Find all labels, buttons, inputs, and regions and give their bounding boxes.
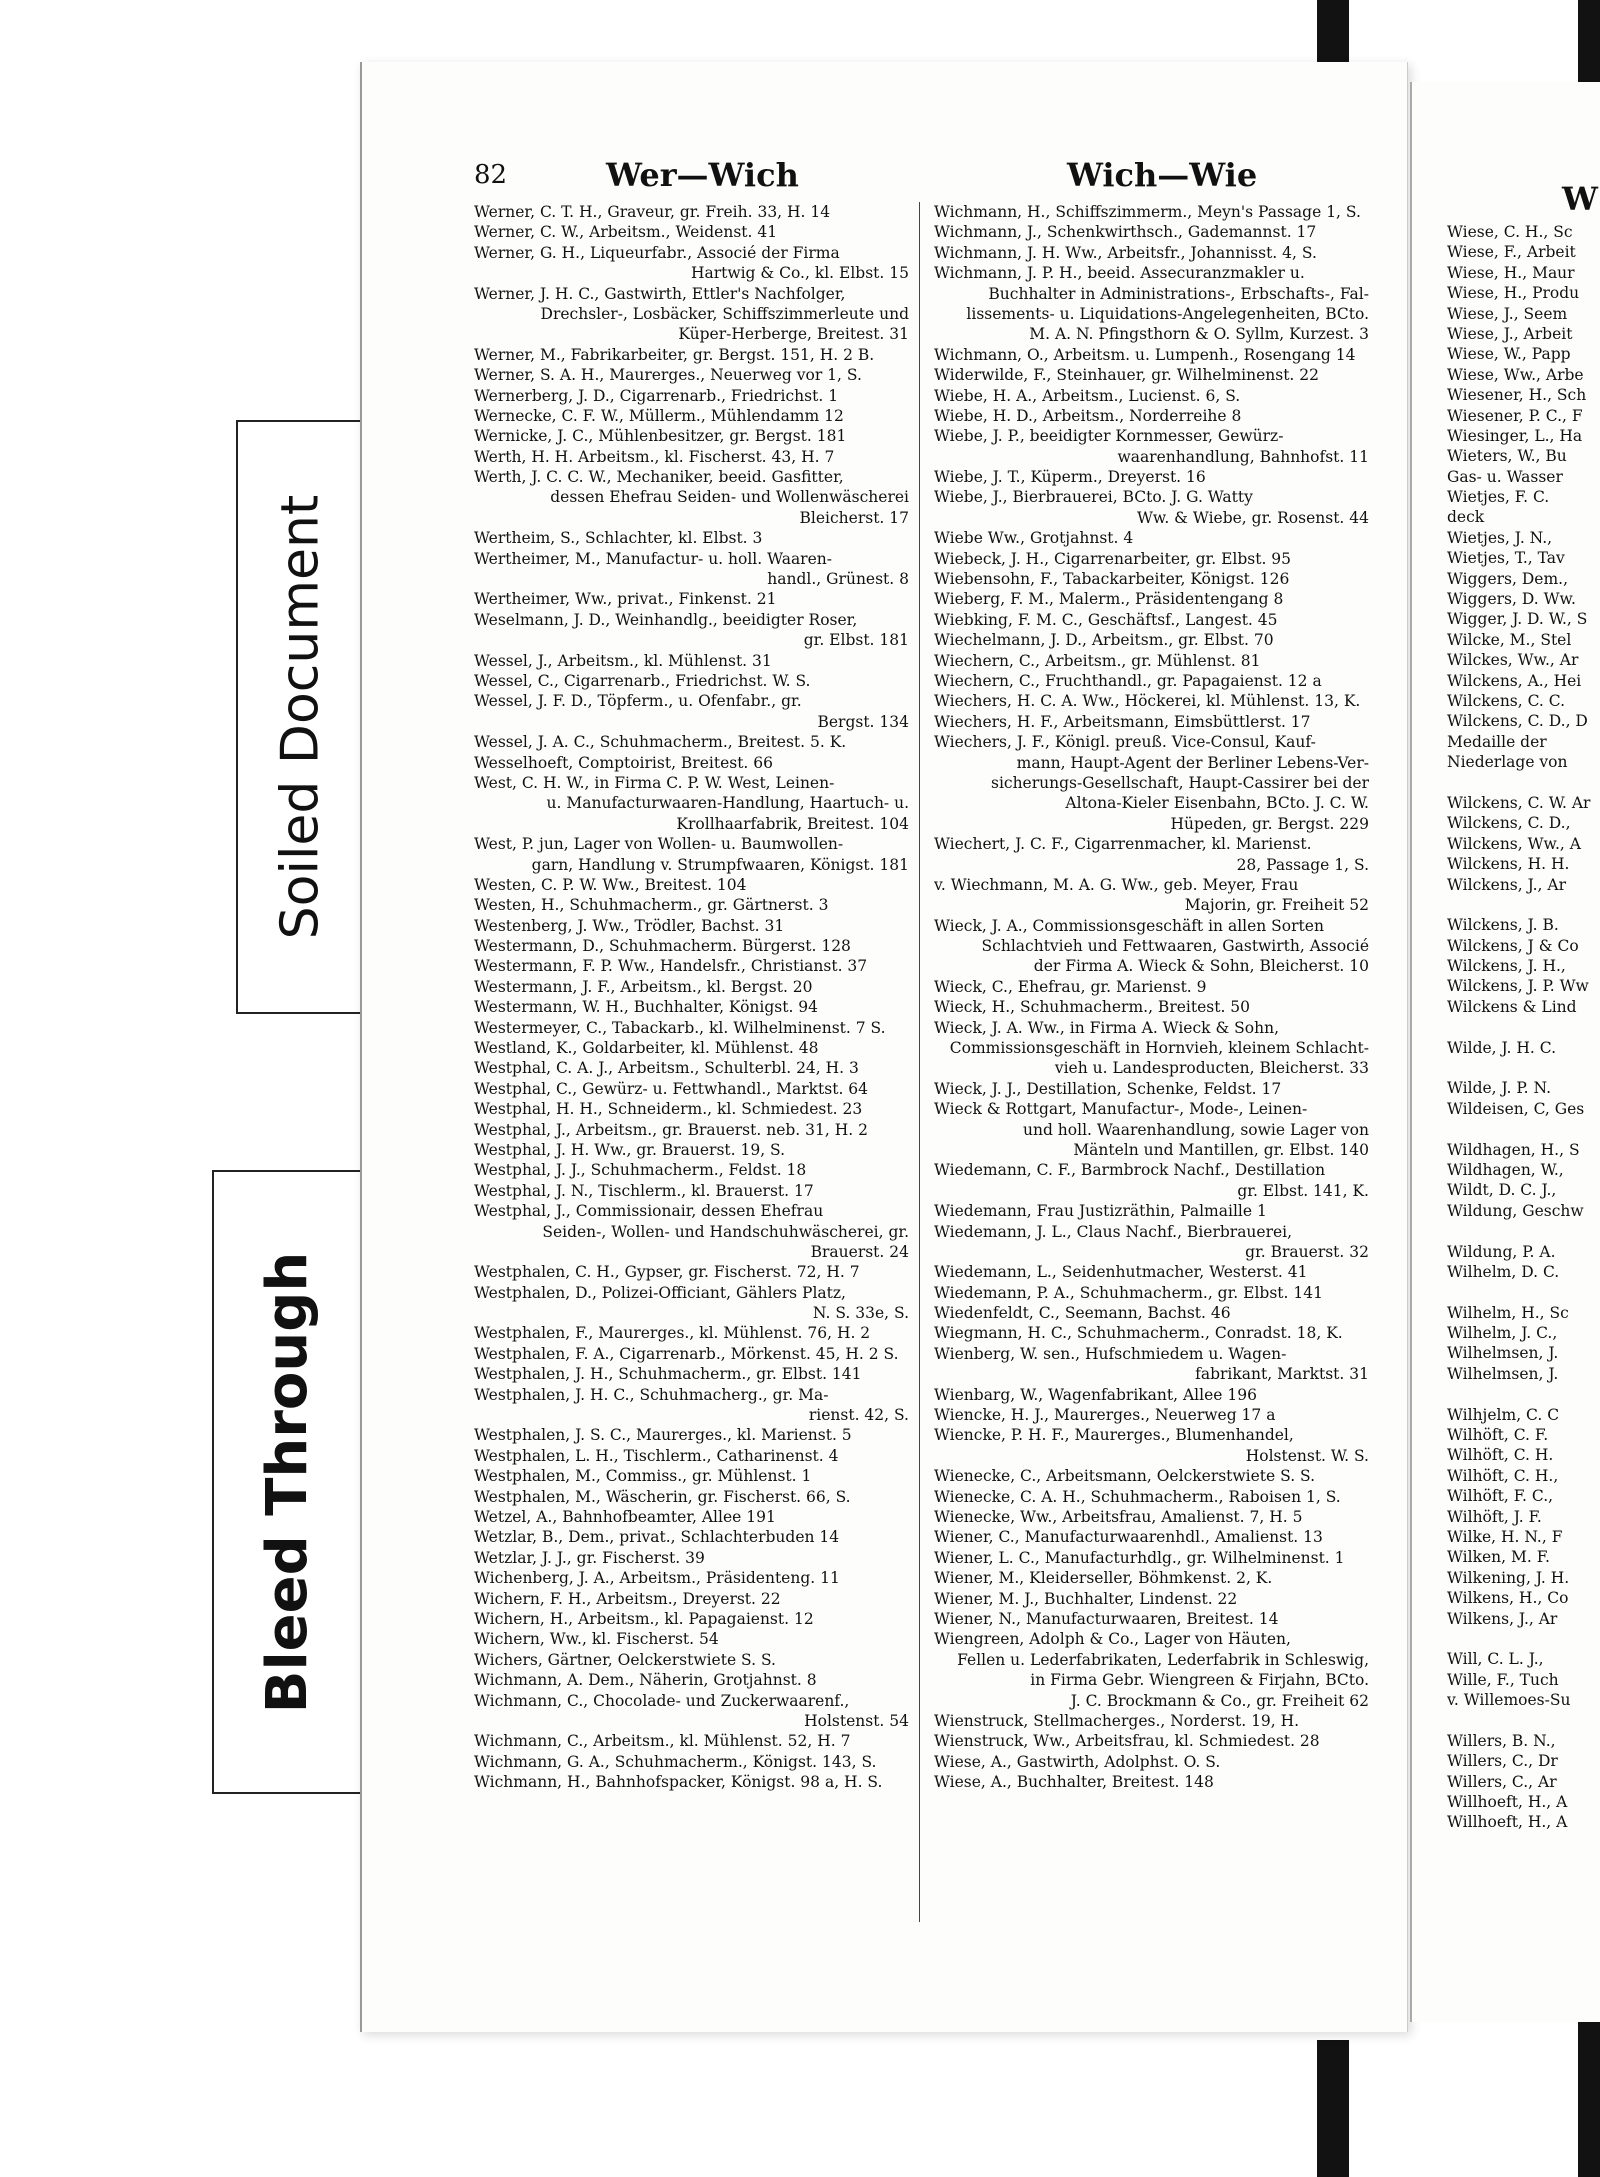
next-page-fragment (1447, 1282, 1600, 1302)
directory-entry: Wiebe, J. P., beeidigter Kornmesser, Gewürz- (934, 427, 1284, 446)
directory-entry: Wessel, C., Cigarrenarb., Friedrichst. W. S. (474, 671, 811, 690)
directory-entry: Wiechers, H. F., Arbeitsmann, Eimsbüttlerst. 17 (934, 712, 1311, 731)
next-page-fragment: Wildhagen, W., (1447, 1160, 1564, 1179)
next-page-fragment: Wilde, J. P. N. (1447, 1079, 1552, 1098)
directory-entry: Wetzlar, B., Dem., privat., Schlachterbuden 14 (474, 1528, 840, 1547)
next-page-fragment: Wilhöft, C. H., (1447, 1466, 1559, 1485)
directory-entry: Wiechern, C., Arbeitsm., gr. Mühlenst. 81 (934, 651, 1261, 670)
directory-entry: Wertheim, S., Schlachter, kl. Elbst. 3 (474, 529, 763, 548)
entry-continuation: gr. Elbst. 181 (803, 631, 909, 650)
next-page-fragment: Willers, C., Ar (1447, 1772, 1557, 1791)
directory-page (360, 62, 1408, 2032)
directory-entry: Wiener, N., Manufacturwaaren, Breitest. 14 (934, 1609, 1279, 1628)
directory-entry: Westen, C. P. W. Ww., Breitest. 104 (474, 875, 747, 894)
directory-entry: Westphalen, J. S. C., Maurerges., kl. Marienst. 5 (474, 1426, 852, 1445)
running-head-left: Wer—Wich (606, 156, 799, 194)
next-page-fragment: Wildhagen, H., S (1447, 1140, 1580, 1159)
directory-entry: Wiechern, C., Fruchthandl., gr. Papagaienst. 12 a (934, 671, 1322, 690)
directory-entry: Wichmann, H., Bahnhofspacker, Königst. 98 a, H. S. (474, 1773, 883, 1792)
next-page-fragment: Niederlage von (1447, 753, 1568, 772)
next-page-fragment: Wilhjelm, C. C (1447, 1405, 1560, 1424)
directory-entry: Westland, K., Goldarbeiter, kl. Mühlenst. 48 (474, 1039, 819, 1058)
directory-entry: Wichenberg, J. A., Arbeitsm., Präsidenteng. 11 (474, 1569, 840, 1588)
entry-continuation: Krollhaarfabrik, Breitest. 104 (676, 814, 909, 833)
next-page-fragment: Wilckens, J. H., (1447, 957, 1566, 976)
directory-entry: Wienecke, C. A. H., Schuhmacherm., Raboisen 1, S. (934, 1487, 1341, 1506)
next-page-fragment (1447, 1119, 1600, 1139)
directory-entry: Wiebe, H. A., Arbeitsm., Lucienst. 6, S. (934, 386, 1241, 405)
directory-entry: Werth, J. C. C. W., Mechaniker, beeid. Gasfitter, (474, 468, 844, 487)
directory-entry: Wesselhoeft, Comptoirist, Breitest. 66 (474, 753, 774, 772)
directory-entry: Wiengreen, Adolph & Co., Lager von Häuten, (934, 1630, 1291, 1649)
entry-continuation: Hartwig & Co., kl. Elbst. 15 (690, 264, 909, 283)
next-page-fragment: Wilkening, J. H. (1447, 1568, 1570, 1587)
next-page-fragment: Wildeisen, C, Ges (1447, 1099, 1585, 1118)
directory-entry: Wienbarg, W., Wagenfabrikant, Allee 196 (934, 1385, 1257, 1404)
next-page-fragment: Wilcke, M., Stel (1447, 630, 1572, 649)
next-page-fragment (1447, 1017, 1600, 1037)
entry-continuation: N. S. 33e, S. (812, 1304, 909, 1323)
directory-entry: Werth, H. H. Arbeitsm., kl. Fischerst. 43, H. 7 (474, 447, 835, 466)
directory-entry: Wieck, H., Schuhmacherm., Breitest. 50 (934, 998, 1251, 1017)
next-page-fragment: Wildung, P. A. (1447, 1242, 1556, 1261)
directory-entry: Wiedemann, C. F., Barmbrock Nachf., Destillation (934, 1161, 1326, 1180)
next-page-fragment: Willers, C., Dr (1447, 1752, 1558, 1771)
directory-entry: Wieck, C., Ehefrau, gr. Marienst. 9 (934, 977, 1207, 996)
next-page-fragment: Wiggers, D. Ww. (1447, 590, 1576, 609)
directory-entry: Westermann, F. P. Ww., Handelsfr., Christianst. 37 (474, 957, 868, 976)
entry-continuation: Hüpeden, gr. Bergst. 229 (1170, 814, 1369, 833)
next-page-fragment: Wille, F., Tuch (1447, 1670, 1559, 1689)
entry-continuation: lissements- u. Liquidations-Angelegenheiten, BCto. (966, 304, 1369, 323)
directory-entry: Wiebe, J., Bierbrauerei, BCto. J. G. Watty (934, 488, 1253, 507)
directory-entry: Wichmann, G. A., Schuhmacherm., Königst. 143, S. (474, 1752, 877, 1771)
directory-entry: Westphal, J., Arbeitsm., gr. Brauerst. neb. 31, H. 2 (474, 1120, 868, 1139)
entry-continuation: Seiden-, Wollen- und Handschuhwäscherei, gr. (542, 1222, 909, 1241)
directory-entry: Wieck, J. J., Destillation, Schenke, Feldst. 17 (934, 1079, 1282, 1098)
next-page-head: W (1562, 180, 1598, 218)
directory-entry: Wienberg, W. sen., Hufschmiedem u. Wagen- (934, 1344, 1287, 1363)
next-page-fragment: Wilhelm, H., Sc (1447, 1303, 1569, 1322)
soiled-document-label (236, 420, 363, 1014)
directory-entry: Wernecke, C. F. W., Müllerm., Mühlendamm 12 (474, 406, 844, 425)
next-page-fragment: Wilckens, J. P. Ww (1447, 977, 1589, 996)
entry-continuation: Schlachtvieh und Fettwaaren, Gastwirth, Associé (981, 937, 1369, 956)
next-page-fragment: Wilhöft, C. F. (1447, 1426, 1549, 1445)
next-page-fragment: Wilckens, C. W. Ar (1447, 793, 1591, 812)
directory-entry: Wiedemann, P. A., Schuhmacherm., gr. Elbst. 141 (934, 1283, 1323, 1302)
bleed-through-label (212, 1170, 363, 1794)
directory-entry: Wiener, C., Manufacturwaarenhdl., Amalienst. 13 (934, 1528, 1323, 1547)
next-page-fragment (1447, 1384, 1600, 1404)
running-head-right: Wich—Wie (1067, 156, 1258, 194)
directory-entry: West, C. H. W., in Firma C. P. W. West, Leinen- (474, 773, 835, 792)
entry-continuation: gr. Brauerst. 32 (1245, 1242, 1369, 1261)
directory-entry: Wiener, M. J., Buchhalter, Lindenst. 22 (934, 1589, 1238, 1608)
next-page-fragment (1447, 1711, 1600, 1731)
directory-entry: Wienstruck, Stellmacherges., Norderst. 19, H. (934, 1711, 1300, 1730)
directory-entry: Wiebe Ww., Grotjahnst. 4 (934, 529, 1134, 548)
entry-continuation: Brauerst. 24 (810, 1242, 909, 1261)
directory-entry: Wichmann, C., Chocolade- und Zuckerwaarenf., (474, 1691, 850, 1710)
directory-entry: Westermann, W. H., Buchhalter, Königst. 94 (474, 998, 819, 1017)
directory-entry: Wiener, L. C., Manufacturhdlg., gr. Wilhelminenst. 1 (934, 1548, 1345, 1567)
next-page-fragment: Wilckens, H. H. (1447, 855, 1570, 874)
directory-entry: Westen, H., Schuhmacherm., gr. Gärtnerst. 3 (474, 896, 829, 915)
directory-entry: Westphalen, M., Wäscherin, gr. Fischerst. 66, S. (474, 1487, 851, 1506)
directory-entry: Wichmann, J. P. H., beeid. Assecuranzmakler u. (934, 264, 1305, 283)
next-page-fragment: Willhoeft, H., A (1447, 1793, 1568, 1812)
next-page-fragment: v. Willemoes-Su (1447, 1691, 1571, 1710)
left-column (474, 202, 909, 1792)
entry-continuation: 28, Passage 1, S. (1236, 855, 1369, 874)
entry-continuation: Holstenst. W. S. (1245, 1446, 1369, 1465)
next-page-fragment: Wiese, H., Maur (1447, 263, 1575, 282)
directory-entry: Westphal, J. H. Ww., gr. Brauerst. 19, S. (474, 1140, 786, 1159)
entry-continuation: vieh u. Landesproducten, Bleicherst. 33 (1054, 1059, 1369, 1078)
bleed-through-label-text: Bleed Through (255, 1251, 321, 1713)
next-page-fragment: Will, C. L. J., (1447, 1650, 1544, 1669)
entry-continuation: der Firma A. Wieck & Sohn, Bleicherst. 10 (1033, 957, 1369, 976)
next-page-fragment: Wiggers, Dem., (1447, 569, 1569, 588)
next-page-fragment: Wilckens, C. D., D (1447, 712, 1588, 731)
directory-entry: Wiegmann, H. C., Schuhmacherm., Conradst. 18, K. (934, 1324, 1343, 1343)
directory-entry: Wessel, J. F. D., Töpferm., u. Ofenfabr., gr. (474, 692, 802, 711)
directory-entry: Wiebeck, J. H., Cigarrenarbeiter, gr. Elbst. 95 (934, 549, 1292, 568)
next-page-fragment: Wilhelm, J. C., (1447, 1324, 1558, 1343)
scanner-edge-bar-bottom (1317, 2040, 1349, 2177)
next-page-fragment: Medaille der (1447, 732, 1547, 751)
directory-entry: Westphalen, C. H., Gypser, gr. Fischerst. 72, H. 7 (474, 1263, 860, 1282)
entry-continuation: und holl. Waarenhandlung, sowie Lager von (1022, 1120, 1369, 1139)
next-page-fragment: Willhoeft, H., A (1447, 1813, 1568, 1832)
next-page-fragment: Wilhöft, C. H. (1447, 1446, 1554, 1465)
directory-entry: Wienecke, C., Arbeitsmann, Oelckerstwiete S. S. (934, 1467, 1316, 1486)
directory-entry: Wichmann, H., Schiffszimmerm., Meyn's Passage 1, S. (934, 203, 1361, 221)
directory-entry: Wieck, J. A. Ww., in Firma A. Wieck & Sohn, (934, 1018, 1280, 1037)
directory-entry: Wernicke, J. C., Mühlenbesitzer, gr. Bergst. 181 (474, 427, 847, 446)
directory-entry: Werner, S. A. H., Maurerges., Neuerweg vor 1, S. (474, 366, 862, 385)
next-page-fragment: Wilckens, C. D., (1447, 814, 1571, 833)
directory-entry: Wernerberg, J. D., Cigarrenarb., Friedrichst. 1 (474, 386, 839, 405)
entry-continuation: fabrikant, Marktst. 31 (1195, 1365, 1369, 1384)
directory-entry: Weselmann, J. D., Weinhandlg., beeidigter Roser, (474, 610, 858, 629)
directory-entry: Wessel, J., Arbeitsm., kl. Mühlenst. 31 (474, 651, 772, 670)
directory-entry: Wiechelmann, J. D., Arbeitsm., gr. Elbst. 70 (934, 631, 1274, 650)
next-page-fragment: Wiesinger, L., Ha (1447, 426, 1583, 445)
directory-entry: Wiechert, J. C. F., Cigarrenmacher, kl. Marienst. (934, 835, 1312, 854)
directory-entry: Westphalen, F. A., Cigarrenarb., Mörkenst. 45, H. 2 S. (474, 1344, 899, 1363)
next-page-fragment: Wildt, D. C. J., (1447, 1181, 1557, 1200)
directory-entry: Westphalen, L. H., Tischlerm., Catharinenst. 4 (474, 1446, 839, 1465)
next-page-fragment: Wietjes, T., Tav (1447, 549, 1565, 568)
directory-entry: Wienecke, Ww., Arbeitsfrau, Amalienst. 7, H. 5 (934, 1508, 1303, 1526)
entry-continuation: rienst. 42, S. (808, 1406, 909, 1425)
directory-entry: Westphalen, J. H., Schuhmacherm., gr. Elbst. 141 (474, 1365, 862, 1384)
entry-continuation: Bergst. 134 (817, 712, 909, 731)
directory-entry: Wiechers, H. C. A. Ww., Höckerei, kl. Mühlenst. 13, K. (934, 692, 1361, 711)
next-page-fragment: Wilckens & Lind (1447, 997, 1577, 1016)
next-page-fragment: Wiesener, H., Sch (1447, 386, 1587, 405)
next-page-fragment (1447, 1629, 1600, 1649)
right-column (934, 202, 1369, 1792)
directory-entry: Wiebe, J. T., Küperm., Dreyerst. 16 (934, 468, 1206, 487)
directory-entry: Wichmann, J. H. Ww., Arbeitsfr., Johannisst. 4, S. (934, 243, 1317, 262)
next-page-fragment: Wiese, H., Produ (1447, 284, 1580, 303)
next-page-fragment: Wildung, Geschw (1447, 1201, 1584, 1220)
next-page-fragment: Wilckens, A., Hei (1447, 671, 1582, 690)
next-page-fragment: Wiese, J., Seem (1447, 304, 1568, 323)
entry-continuation: waarenhandlung, Bahnhofst. 11 (1117, 447, 1369, 466)
next-page-fragment: Wietjes, F. C. (1447, 488, 1550, 507)
directory-entry: Wichmann, A. Dem., Näherin, Grotjahnst. 8 (474, 1671, 817, 1690)
directory-entry: Wertheimer, M., Manufactur- u. holl. Waaren- (474, 549, 832, 568)
next-page-fragment: Gas- u. Wasser (1447, 467, 1563, 486)
directory-entry: Wieberg, F. M., Malerm., Präsidentengang 8 (934, 590, 1284, 609)
next-page-fragment: Wilke, H. N., F (1447, 1528, 1563, 1546)
next-page-column (1447, 222, 1600, 1833)
directory-entry: Wiese, A., Gastwirth, Adolphst. O. S. (934, 1752, 1221, 1771)
directory-entry: Wiechers, J. F., Königl. preuß. Vice-Consul, Kauf- (934, 733, 1316, 752)
directory-entry: Werner, C. T. H., Graveur, gr. Freih. 33, H. 14 (474, 203, 831, 221)
entry-continuation: handl., Grünest. 8 (767, 570, 909, 589)
directory-entry: Wiedemann, Frau Justizräthin, Palmaille 1 (934, 1202, 1267, 1221)
directory-entry: Wichmann, C., Arbeitsm., kl. Mühlenst. 52, H. 7 (474, 1732, 851, 1751)
next-page-fragment: Wiese, F., Arbeit (1447, 243, 1576, 262)
entry-continuation: Buchhalter in Administrations-, Erbschafts-, Fal- (988, 284, 1369, 303)
entry-continuation: Bleicherst. 17 (799, 508, 909, 527)
entry-continuation: Holstenst. 54 (804, 1711, 909, 1730)
next-page-fragment: Wilckes, Ww., Ar (1447, 651, 1579, 670)
directory-entry: Westphal, J. N., Tischlerm., kl. Brauerst. 17 (474, 1181, 814, 1200)
directory-entry: Wiebensohn, F., Tabackarbeiter, Königst. 126 (934, 570, 1290, 589)
next-page-edge (1410, 82, 1600, 2022)
directory-entry: Widerwilde, F., Steinhauer, gr. Wilhelminenst. 22 (934, 366, 1319, 385)
directory-entry: Westphal, J., Commissionair, dessen Ehefrau (474, 1202, 824, 1221)
next-page-fragment: Wieters, W., Bu (1447, 447, 1567, 466)
directory-entry: Westermann, D., Schuhmacherm. Bürgerst. 128 (474, 937, 851, 956)
next-page-fragment: Wiese, Ww., Arbe (1447, 365, 1584, 384)
next-page-fragment: Willers, B. N., (1447, 1731, 1556, 1750)
entry-continuation: Drechsler-, Losbäcker, Schiffszimmerleute und (540, 304, 909, 323)
next-page-fragment: Wilhelmsen, J. (1447, 1364, 1559, 1383)
directory-entry: Westphalen, J. H. C., Schuhmacherg., gr. Ma- (474, 1385, 829, 1404)
entry-continuation: gr. Elbst. 141, K. (1237, 1181, 1369, 1200)
directory-entry: Werner, C. W., Arbeitsm., Weidenst. 41 (474, 223, 778, 242)
directory-entry: Westenberg, J. Ww., Trödler, Bachst. 31 (474, 916, 785, 935)
next-page-fragment: Wilckens, C. C. (1447, 691, 1566, 710)
next-page-fragment: Wilckens, J. B. (1447, 916, 1559, 935)
entry-continuation: dessen Ehefrau Seiden- und Wollenwäscherei (550, 488, 909, 507)
directory-entry: Wertheimer, Ww., privat., Finkenst. 21 (474, 590, 777, 609)
page-number: 82 (474, 160, 508, 190)
next-page-fragment (1447, 773, 1600, 793)
entry-continuation: Altona-Kieler Eisenbahn, BCto. J. C. W. (1065, 794, 1369, 813)
next-page-fragment: deck (1447, 508, 1485, 527)
directory-entry: Westphal, C., Gewürz- u. Fettwhandl., Marktst. 64 (474, 1079, 869, 1098)
next-page-fragment: Wiese, W., Papp (1447, 345, 1571, 364)
next-page-fragment: Wilhöft, F. C., (1447, 1487, 1554, 1506)
directory-entry: Wiedenfeldt, C., Seemann, Bachst. 46 (934, 1304, 1231, 1323)
entry-continuation: mann, Haupt-Agent der Berliner Lebens-Ver- (1016, 753, 1369, 772)
entry-continuation: Commissionsgeschäft in Hornvieh, kleinem Schlacht- (949, 1039, 1369, 1058)
directory-entry: Wetzel, A., Bahnhofbeamter, Allee 191 (474, 1508, 776, 1526)
next-page-fragment: Wilken, M. F. (1447, 1548, 1550, 1567)
entry-continuation: Küper-Herberge, Breitest. 31 (678, 325, 909, 344)
next-page-fragment: Wilhöft, J. F. (1447, 1507, 1542, 1526)
directory-entry: Wiener, M., Kleiderseller, Böhmkenst. 2, K. (934, 1569, 1273, 1588)
next-page-fragment: Wilhelmsen, J. (1447, 1344, 1559, 1363)
directory-entry: Westphal, H. H., Schneiderm., kl. Schmiedest. 23 (474, 1100, 863, 1119)
directory-entry: Westphalen, F., Maurerges., kl. Mühlenst. 76, H. 2 (474, 1324, 871, 1343)
next-page-fragment: Wilde, J. H. C. (1447, 1038, 1556, 1057)
next-page-fragment: Wietjes, J. N., (1447, 528, 1553, 547)
directory-entry: Westermann, J. F., Arbeitsm., kl. Bergst. 20 (474, 977, 813, 996)
next-page-fragment: Wiese, J., Arbeit (1447, 324, 1573, 343)
entry-continuation: u. Manufacturwaaren-Handlung, Haartuch- u. (546, 794, 909, 813)
directory-entry: West, P. jun, Lager von Wollen- u. Baumwollen- (474, 835, 844, 854)
entry-continuation: Mänteln und Mantillen, gr. Elbst. 140 (1073, 1140, 1369, 1159)
directory-entry: Wiencke, P. H. F., Maurerges., Blumenhandel, (934, 1426, 1294, 1445)
next-page-fragment: Wigger, J. D. W., S (1447, 610, 1588, 629)
next-page-fragment (1447, 895, 1600, 915)
column-divider (919, 202, 920, 1922)
entry-continuation: J. C. Brockmann & Co., gr. Freiheit 62 (1070, 1691, 1369, 1710)
directory-entry: Wetzlar, J. J., gr. Fischerst. 39 (474, 1548, 705, 1567)
next-page-fragment: Wilckens, J & Co (1447, 936, 1579, 955)
next-page-fragment: Wiese, C. H., Sc (1447, 223, 1573, 241)
directory-entry: Westphal, C. A. J., Arbeitsm., Schulterbl. 24, H. 3 (474, 1059, 859, 1078)
entry-continuation: M. A. N. Pfingsthorn & O. Syllm, Kurzest. 3 (1029, 325, 1369, 344)
next-page-fragment: Wilckens, J., Ar (1447, 875, 1567, 894)
directory-entry: Wienstruck, Ww., Arbeitsfrau, kl. Schmiedest. 28 (934, 1732, 1320, 1751)
directory-entry: Wieck, J. A., Commissionsgeschäft in allen Sorten (934, 916, 1324, 935)
directory-entry: Westphalen, D., Polizei-Officiant, Gählers Platz, (474, 1283, 846, 1302)
entry-continuation: garn, Handlung v. Strumpfwaaren, Königst. 181 (531, 855, 909, 874)
next-page-fragment: Wilkens, J., Ar (1447, 1609, 1558, 1628)
directory-entry: Wiese, A., Buchhalter, Breitest. 148 (934, 1773, 1214, 1792)
directory-entry: Wieck & Rottgart, Manufactur-, Mode-, Leinen- (934, 1100, 1308, 1119)
next-page-fragment: Wilkens, H., Co (1447, 1589, 1569, 1608)
directory-entry: Wichmann, J., Schenkwirthsch., Gademannst. 17 (934, 223, 1317, 242)
next-page-fragment: Wilckens, Ww., A (1447, 834, 1581, 853)
directory-entry: Werner, M., Fabrikarbeiter, gr. Bergst. 151, H. 2 B. (474, 345, 875, 364)
directory-entry: Wessel, J. A. C., Schuhmacherm., Breitest. 5. K. (474, 733, 847, 752)
directory-entry: Werner, J. H. C., Gastwirth, Ettler's Nachfolger, (474, 284, 846, 303)
directory-entry: Westphalen, M., Commiss., gr. Mühlenst. 1 (474, 1467, 812, 1486)
entry-continuation: sicherungs-Gesellschaft, Haupt-Cassirer bei der (990, 773, 1369, 792)
directory-entry: Wiedemann, J. L., Claus Nachf., Bierbrauerei, (934, 1222, 1293, 1241)
directory-entry: v. Wiechmann, M. A. G. Ww., geb. Meyer, Frau (934, 875, 1299, 894)
next-page-fragment (1447, 1058, 1600, 1078)
entry-continuation: in Firma Gebr. Wiengreen & Firjahn, BCto. (1030, 1671, 1369, 1690)
directory-entry: Wiebe, H. D., Arbeitsm., Norderreihe 8 (934, 406, 1242, 425)
directory-entry: Wiedemann, L., Seidenhutmacher, Westerst. 41 (934, 1263, 1308, 1282)
next-page-fragment: Wilhelm, D. C. (1447, 1262, 1560, 1281)
next-page-fragment (1447, 1221, 1600, 1241)
directory-entry: Werner, G. H., Liqueurfabr., Associé der Firma (474, 243, 840, 262)
soiled-document-label-text: Soiled Document (270, 494, 331, 940)
directory-entry: Westermeyer, C., Tabackarb., kl. Wilhelminenst. 7 S. (474, 1018, 886, 1037)
entry-continuation: Ww. & Wiebe, gr. Rosenst. 44 (1136, 508, 1369, 527)
directory-entry: Wichmann, O., Arbeitsm. u. Lumpenh., Rosengang 14 (934, 345, 1356, 364)
next-page-fragment: Wiesener, P. C., F (1447, 406, 1583, 425)
directory-entry: Wichern, F. H., Arbeitsm., Dreyerst. 22 (474, 1589, 781, 1608)
directory-entry: Wichern, H., Arbeitsm., kl. Papagaienst. 12 (474, 1609, 814, 1628)
directory-entry: Wiebking, F. M. C., Geschäftsf., Langest. 45 (934, 610, 1278, 629)
directory-entry: Westphal, J. J., Schuhmacherm., Feldst. 18 (474, 1161, 807, 1180)
entry-continuation: Fellen u. Lederfabrikaten, Lederfabrik in Schleswig, (957, 1650, 1369, 1669)
directory-entry: Wiencke, H. J., Maurerges., Neuerweg 17 a (934, 1406, 1276, 1425)
entry-continuation: Majorin, gr. Freiheit 52 (1184, 896, 1369, 915)
directory-entry: Wichern, Ww., kl. Fischerst. 54 (474, 1630, 719, 1649)
directory-entry: Wichers, Gärtner, Oelckerstwiete S. S. (474, 1650, 776, 1669)
